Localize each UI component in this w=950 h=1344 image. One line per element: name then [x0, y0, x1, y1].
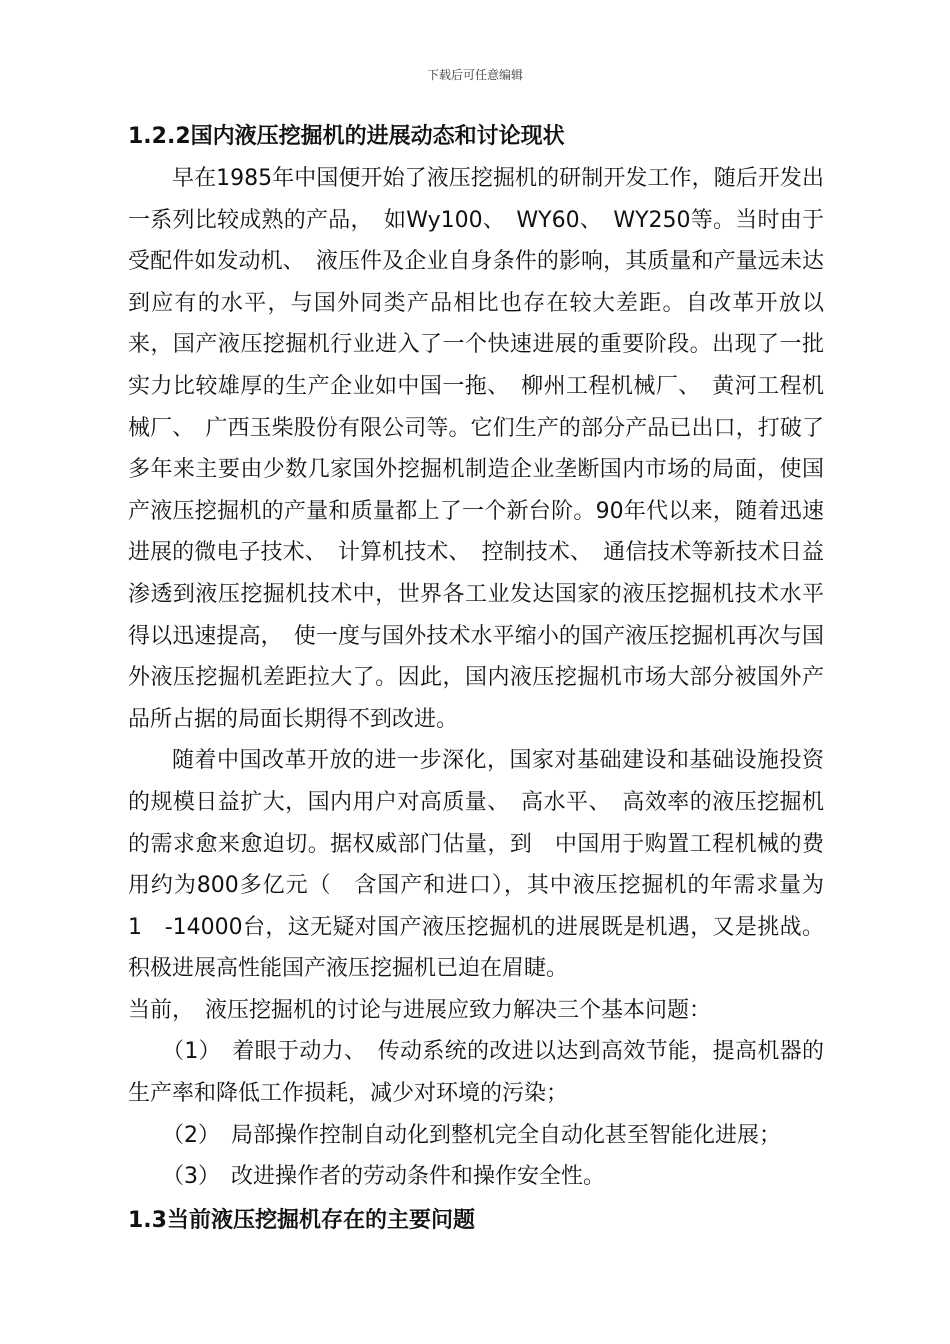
section-heading-1-3: 1.3当前液压挖掘机存在的主要问题 [128, 1207, 475, 1233]
document-body [128, 118, 824, 1240]
section-heading-1-2-2: 1.2.2国内液压挖掘机的进展动态和讨论现状 [128, 124, 565, 149]
paragraph-market-demand: 随着中国改革开放的进一步深化，国家对基础建设和基础设施投资的规模日益扩大，国内用户对高质量、 高水平、 高效率的液压挖掘机的需求愈来愈迫切。据权威部门估量，到 中国用于购置工程机械的费用约为800多亿元（ 含国产和进口），其中液压挖掘机的年需求量为1 -14000台，这无疑对国产液压挖掘机的进展既是机遇，又是挑战。积极进展高性能国产液压挖掘机已迫在眉睫。 [128, 748, 824, 982]
list-item: （2） 局部操作控制自动化到整机完全自动化甚至智能化进展； [162, 1122, 781, 1148]
paragraph-development-history: 早在1985年中国便开始了液压挖掘机的研制开发工作，随后开发出一系列比较成熟的产品， 如Wy100、 WY60、 WY250等。当时由于受配件如发动机、 液压件及企业自身条件的影响，其质量和产量远未达到应有的水平，与国外同类产品相比也存在较大差距。自改革开放以来，国产液压挖掘机行业进入了一个快速进展的重要阶段。出现了一批实力比较雄厚的生产企业如中国一拖、 柳州工程机械厂、 黄河工程机械厂、 广西玉柴股份有限公司等。它们生产的部分产品已出口，打破了多年来主要由少数几家国外挖掘机制造企业垄断国内市场的局面，使国产液压挖掘机的产量和质量都上了一个新台阶。90年代以来，随着迅速进展的微电子技术、 计算机技术、 控制技术、 通信技术等新技术日益渗透到液压挖掘机技术中，世界各工业发达国家的液压挖掘机技术水平得以迅速提高， 使一度与国外技术水平缩小的国产液压挖掘机再次与国外液压挖掘机差距拉大了。因此，国内液压挖掘机市场大部分被国外产品所占据的局面长期得不到改进。 [128, 166, 824, 732]
list-item: （1） 着眼于动力、 传动系统的改进以达到高效节能，提高机器的生产率和降低工作损耗，减少对环境的污染； [128, 1039, 824, 1107]
header-note: 下载后可任意编辑 [426, 68, 523, 82]
paragraph-three-problems-intro: 当前， 液压挖掘机的讨论与进展应致力解决三个基本问题： [128, 997, 712, 1023]
list-item: （3） 改进操作者的劳动条件和操作安全性。 [162, 1164, 605, 1190]
